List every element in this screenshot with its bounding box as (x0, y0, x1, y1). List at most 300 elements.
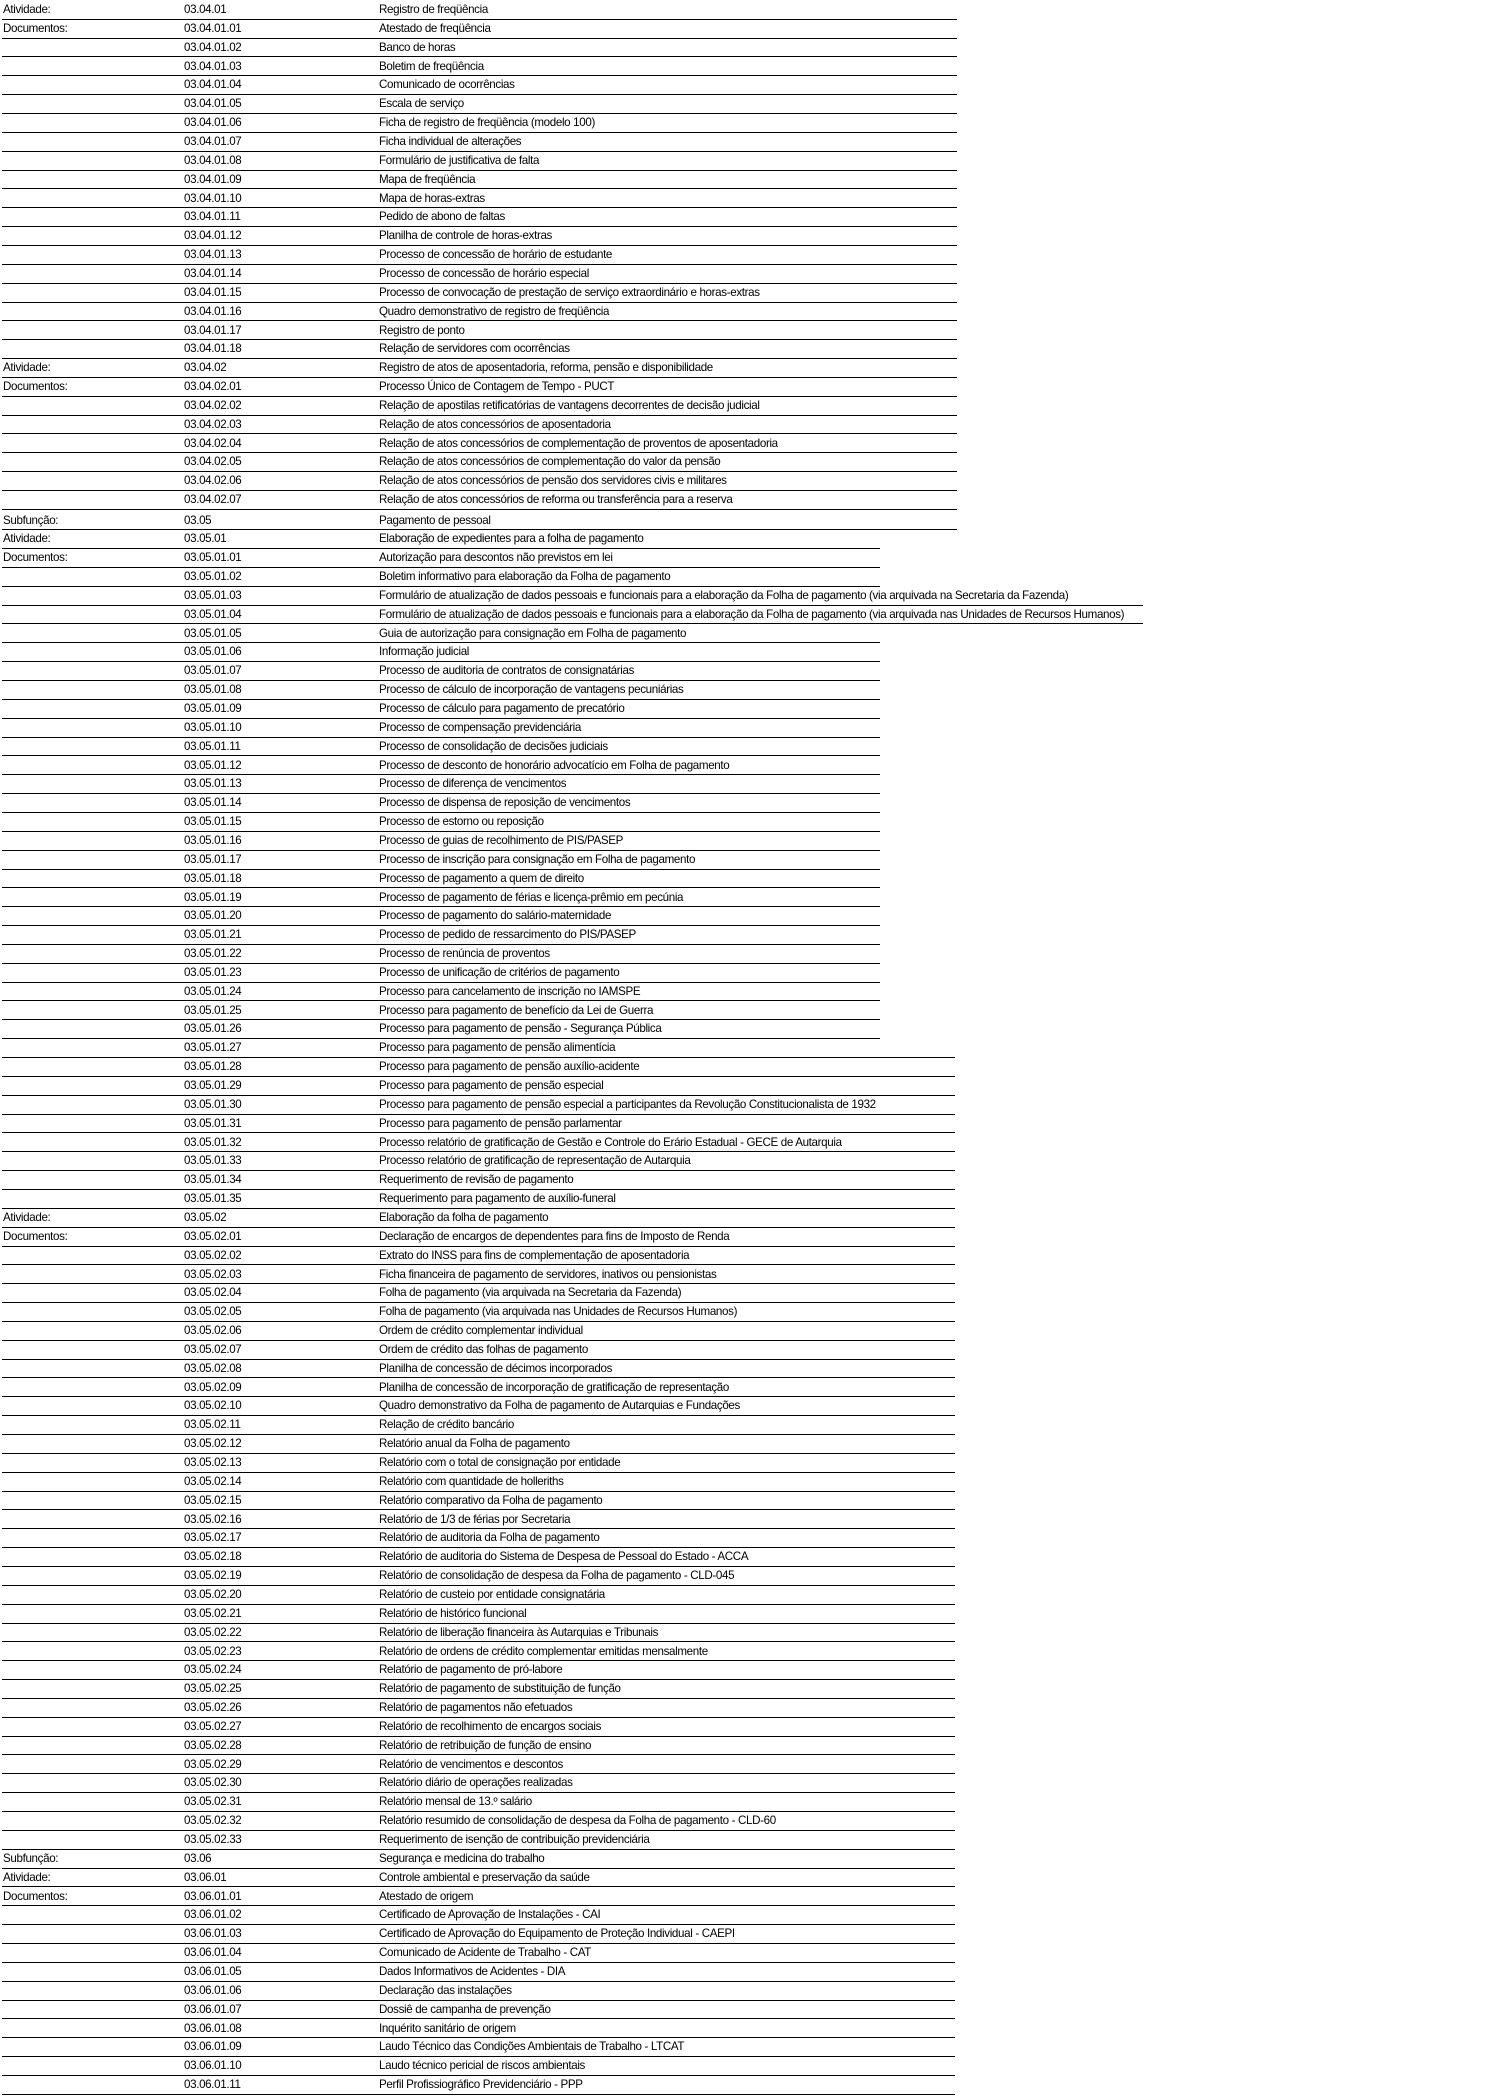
table-row (0, 1774, 1500, 1793)
table-row (0, 2076, 1500, 2095)
row-description: Relatório anual da Folha de pagamento (379, 1437, 570, 1451)
row-code: 03.04.02.04 (184, 436, 242, 450)
row-code: 03.04.01.01 (184, 21, 242, 35)
row-description: Processo para pagamento de pensão parlamentar (379, 1116, 622, 1130)
row-code: 03.05.01.10 (184, 720, 242, 734)
row-description: Processo para pagamento de pensão especial (379, 1079, 604, 1092)
row-label: Documentos: (3, 21, 68, 35)
row-code: 03.05.02.10 (184, 1399, 242, 1413)
row-code: 03.05.01.22 (184, 947, 242, 960)
row-description: Quadro demonstrativo de registro de freqüência (379, 304, 610, 318)
row-code: 03.05.01.19 (184, 890, 242, 904)
row-description: Relação de servidores com ocorrências (379, 342, 570, 356)
table-row (0, 1077, 1500, 1096)
row-description: Elaboração de expedientes para a folha de pagamento (379, 532, 644, 546)
row-description: Processo de cálculo de incorporação de vantagens pecuniárias (379, 683, 684, 697)
table-row (0, 340, 1500, 359)
table-row (0, 1605, 1500, 1624)
table-row (0, 1492, 1500, 1511)
row-code: 03.05.02.32 (184, 1814, 242, 1828)
table-row (0, 1228, 1500, 1247)
row-code: 03.05.02.17 (184, 1531, 242, 1545)
table-row (0, 227, 1500, 246)
table-row (0, 757, 1500, 776)
table-row (0, 530, 1500, 549)
table-row (0, 775, 1500, 794)
table-row (0, 246, 1500, 265)
row-description: Ordem de crédito complementar individual (379, 1324, 583, 1337)
table-row (0, 889, 1500, 908)
table-row (0, 1624, 1500, 1643)
table-row (0, 1925, 1500, 1944)
row-description: Registro de ponto (379, 323, 465, 337)
row-description: Relatório de recolhimento de encargos sociais (379, 1719, 602, 1733)
table-row (0, 1793, 1500, 1812)
table-row (0, 1831, 1500, 1850)
row-description: Processo de unificação de critérios de pagamento (379, 965, 620, 979)
table-row (0, 1303, 1500, 1322)
row-description: Requerimento para pagamento de auxílio-funeral (379, 1192, 616, 1206)
row-code: 03.05.01.05 (184, 626, 242, 640)
table-row (0, 1473, 1500, 1492)
table-row (0, 359, 1500, 378)
row-code: 03.04.01.17 (184, 323, 242, 337)
table-row (0, 832, 1500, 851)
row-description: Relatório de custeio por entidade consignatária (379, 1587, 605, 1601)
row-description: Registro de atos de aposentadoria, reforma, pensão e disponibilidade (379, 361, 713, 375)
row-code: 03.05.02.25 (184, 1682, 242, 1696)
row-code: 03.05.01.02 (184, 570, 242, 583)
row-code: 03.05.02.21 (184, 1606, 242, 1620)
row-code: 03.05.02.28 (184, 1738, 242, 1752)
table-row (0, 983, 1500, 1002)
row-code: 03.05.02.02 (184, 1248, 242, 1262)
table-row (0, 681, 1500, 700)
row-code: 03.04.01.15 (184, 285, 242, 299)
row-description: Relação de atos concessórios de aposentadoria (379, 417, 611, 431)
row-description: Processo de renúncia de proventos (379, 947, 550, 960)
table-row (0, 643, 1500, 662)
row-description: Relação de apostilas retificatórias de vantagens decorrentes de decisão judicial (379, 398, 760, 412)
row-description: Atestado de freqüência (379, 21, 491, 35)
row-code: 03.05.02.20 (184, 1587, 242, 1601)
row-description: Processo de guias de recolhimento de PIS/PASEP (379, 833, 624, 847)
row-code: 03.05.02.16 (184, 1512, 242, 1526)
table-row (0, 738, 1500, 757)
row-code: 03.06.01.06 (184, 1983, 242, 1997)
table-row (0, 1, 1500, 20)
table-row (0, 39, 1500, 58)
row-description: Informação judicial (379, 645, 470, 659)
row-description: Processo para pagamento de pensão auxílio-acidente (379, 1060, 640, 1074)
row-code: 03.06 (184, 1851, 212, 1865)
row-description: Processo de desconto de honorário advocatício em Folha de pagamento (379, 758, 730, 772)
row-code: 03.04.01.16 (184, 304, 242, 318)
table-row (0, 1454, 1500, 1473)
row-label: Subfunção: (3, 513, 59, 527)
table-row (0, 1266, 1500, 1285)
table-row (0, 1322, 1500, 1341)
row-description: Processo de concessão de horário de estudante (379, 248, 613, 262)
row-description: Laudo Técnico das Condições Ambientais de Trabalho - LTCAT (379, 2040, 685, 2054)
row-code: 03.05.02.18 (184, 1550, 242, 1564)
row-code: 03.05.01.25 (184, 1003, 242, 1017)
row-code: 03.05.02.27 (184, 1719, 242, 1733)
row-description: Guia de autorização para consignação em Folha de pagamento (379, 626, 687, 640)
table-row (0, 1115, 1500, 1134)
table-row (0, 851, 1500, 870)
row-description: Elaboração da folha de pagamento (379, 1210, 549, 1224)
row-description: Relação de atos concessórios de complementação de proventos de aposentadoria (379, 436, 778, 450)
table-row (0, 453, 1500, 472)
row-description: Relatório de retribuição de função de ensino (379, 1738, 592, 1752)
row-code: 03.05.01.04 (184, 607, 242, 621)
row-label: Documentos: (3, 1889, 68, 1903)
table-row (0, 1134, 1500, 1153)
table-row (0, 794, 1500, 813)
row-code: 03.05.01.01 (184, 551, 242, 565)
table-row (0, 1718, 1500, 1737)
row-description: Processo de dispensa de reposição de vencimentos (379, 796, 631, 810)
table-row (0, 378, 1500, 397)
table-row (0, 1435, 1500, 1454)
row-code: 03.05.02.33 (184, 1833, 242, 1846)
table-row (0, 1171, 1500, 1190)
row-code: 03.05.01.15 (184, 815, 242, 829)
table-row (0, 397, 1500, 416)
row-description: Relatório comparativo da Folha de pagamento (379, 1493, 603, 1507)
row-description: Ficha de registro de freqüência (modelo 100) (379, 116, 595, 130)
row-description: Relatório com o total de consignação por entidade (379, 1456, 621, 1469)
row-description: Relatório de pagamentos não efetuados (379, 1701, 573, 1714)
row-code: 03.06.01.08 (184, 2021, 242, 2035)
table-row (0, 1002, 1500, 1021)
table-row (0, 133, 1500, 152)
table-row (0, 1209, 1500, 1228)
table-row (0, 1699, 1500, 1718)
row-description: Ficha individual de alterações (379, 135, 522, 148)
row-description: Ordem de crédito das folhas de pagamento (379, 1342, 588, 1356)
table-row (0, 1152, 1500, 1171)
table-row (0, 1341, 1500, 1360)
row-description: Dossiê de campanha de prevenção (379, 2002, 551, 2016)
table-row (0, 587, 1500, 606)
row-code: 03.05.02.04 (184, 1286, 242, 1300)
table-row (0, 1190, 1500, 1209)
row-description: Perfil Profissiográfico Previdenciário - PPP (379, 2078, 583, 2091)
row-description: Pedido de abono de faltas (379, 210, 505, 224)
row-description: Inquérito sanitário de origem (379, 2021, 516, 2035)
row-code: 03.05.01.23 (184, 965, 242, 979)
table-row (0, 322, 1500, 341)
row-description: Formulário de justificativa de falta (379, 153, 540, 167)
row-code: 03.05.01.34 (184, 1173, 242, 1187)
row-description: Processo de pedido de ressarcimento do PIS/PASEP (379, 928, 636, 942)
row-description: Declaração das instalações (379, 1983, 512, 1997)
table-row (0, 1379, 1500, 1398)
table-row (0, 1812, 1500, 1831)
row-description: Relatório resumido de consolidação de despesa da Folha de pagamento - CLD-60 (379, 1814, 776, 1828)
row-code: 03.05.01.16 (184, 833, 242, 847)
table-row (0, 1020, 1500, 1039)
row-description: Relatório de pagamento de substituição de função (379, 1682, 621, 1696)
row-description: Dados Informativos de Acidentes - DIA (379, 1964, 566, 1978)
row-description: Pagamento de pessoal (379, 513, 491, 527)
row-label: Atividade: (3, 532, 51, 546)
table-row (0, 1511, 1500, 1530)
table-row (0, 1680, 1500, 1699)
row-code: 03.05.02.03 (184, 1267, 242, 1281)
row-description: Relatório de pagamento de pró-labore (379, 1663, 563, 1677)
row-code: 03.04.02.01 (184, 380, 242, 393)
row-description: Processo relatório de gratificação de Gestão e Controle do Erário Estadual - GECE de Autarquia (379, 1135, 842, 1149)
table-row (0, 625, 1500, 644)
row-description: Processo para pagamento de pensão alimentícia (379, 1041, 616, 1055)
table-row (0, 76, 1500, 95)
table-row (0, 416, 1500, 435)
row-code: 03.04.01.07 (184, 135, 242, 148)
row-code: 03.05.01.31 (184, 1116, 242, 1130)
row-description: Relatório de auditoria do Sistema de Despesa de Pessoal do Estado - ACCA (379, 1550, 749, 1564)
row-code: 03.05.01.07 (184, 664, 242, 678)
row-code: 03.06.01.01 (184, 1889, 242, 1903)
row-description: Atestado de origem (379, 1889, 474, 1903)
row-description: Processo de pagamento a quem de direito (379, 871, 584, 885)
table-row (0, 1529, 1500, 1548)
table-row (0, 1416, 1500, 1435)
row-description: Relatório diário de operações realizadas (379, 1776, 573, 1790)
table-row (0, 1737, 1500, 1756)
row-description: Planilha de concessão de décimos incorporados (379, 1361, 613, 1375)
row-code: 03.04.02.05 (184, 455, 242, 469)
row-description: Formulário de atualização de dados pessoais e funcionais para a elaboração da Folha de pagamento (via arquivada nas Unidades de Recursos Humanos) (379, 607, 1125, 621)
row-description: Extrato do INSS para fins de complementação de aposentadoria (379, 1248, 690, 1262)
row-code: 03.04.01.05 (184, 97, 242, 111)
row-description: Processo de diferença de vencimentos (379, 777, 567, 791)
row-description: Relação de crédito bancário (379, 1418, 514, 1432)
row-code: 03.05.02.19 (184, 1569, 242, 1583)
row-code: 03.05.02 (184, 1210, 227, 1224)
row-code: 03.04.01.08 (184, 153, 242, 167)
row-description: Processo para cancelamento de inscrição no IAMSPE (379, 984, 641, 998)
row-code: 03.06.01.05 (184, 1964, 242, 1978)
table-row (0, 1284, 1500, 1303)
row-description: Relatório de vencimentos e descontos (379, 1757, 563, 1771)
table-row (0, 58, 1500, 77)
table-row (0, 1567, 1500, 1586)
row-rule (2, 2094, 955, 2095)
row-label: Atividade: (3, 1210, 51, 1224)
row-description: Autorização para descontos não previstos em lei (379, 551, 613, 565)
row-code: 03.04.01.03 (184, 59, 242, 73)
row-code: 03.06.01.03 (184, 1927, 242, 1941)
row-code: 03.05.02.05 (184, 1305, 242, 1319)
row-code: 03.04.01.13 (184, 248, 242, 262)
row-code: 03.04.02.02 (184, 398, 242, 412)
row-description: Mapa de horas-extras (379, 191, 485, 205)
table-row (0, 190, 1500, 209)
row-rule (2, 509, 957, 510)
row-code: 03.04.01.11 (184, 210, 241, 224)
row-label: Atividade: (3, 1870, 51, 1884)
row-code: 03.04.01.02 (184, 40, 242, 54)
row-code: 03.04.02.03 (184, 417, 242, 431)
row-code: 03.04.01.06 (184, 116, 242, 130)
row-description: Controle ambiental e preservação da saúde (379, 1870, 590, 1884)
table-row (0, 1247, 1500, 1266)
table-row (0, 265, 1500, 284)
table-row (0, 2001, 1500, 2020)
row-code: 03.04.02.07 (184, 493, 242, 507)
row-description: Registro de freqüência (379, 3, 488, 16)
row-description: Requerimento de isenção de contribuição previdenciária (379, 1833, 650, 1846)
table-row (0, 1850, 1500, 1869)
table-row (0, 1756, 1500, 1775)
row-code: 03.04.01 (184, 3, 227, 16)
row-code: 03.05.01.11 (184, 739, 241, 753)
table-row (0, 1397, 1500, 1416)
row-code: 03.06.01.09 (184, 2040, 242, 2054)
row-code: 03.05.01.12 (184, 758, 242, 772)
row-code: 03.05.01.13 (184, 777, 242, 791)
row-code: 03.05.02.12 (184, 1437, 242, 1451)
table-row (0, 945, 1500, 964)
row-description: Processo para pagamento de pensão - Segurança Pública (379, 1022, 662, 1036)
row-description: Banco de horas (379, 40, 456, 54)
row-code: 03.05.02.23 (184, 1644, 242, 1658)
row-code: 03.04.02 (184, 361, 227, 375)
table-row (0, 2038, 1500, 2057)
row-description: Certificado de Aprovação de Instalações - CAI (379, 1908, 601, 1922)
table-row (0, 870, 1500, 889)
row-code: 03.05.02.29 (184, 1757, 242, 1771)
row-code: 03.04.02.06 (184, 474, 242, 488)
table-row (0, 472, 1500, 491)
row-code: 03.05.01.30 (184, 1097, 242, 1111)
row-code: 03.05.01.21 (184, 928, 242, 942)
row-code: 03.06.01.11 (184, 2078, 241, 2091)
row-description: Quadro demonstrativo da Folha de pagamento de Autarquias e Fundações (379, 1399, 740, 1413)
row-code: 03.05.02.14 (184, 1474, 242, 1488)
row-description: Relatório de 1/3 de férias por Secretaria (379, 1512, 571, 1526)
table-row (0, 95, 1500, 114)
row-label: Atividade: (3, 361, 51, 375)
row-label: Documentos: (3, 551, 68, 565)
row-code: 03.06.01.04 (184, 1946, 242, 1960)
row-code: 03.05.02.24 (184, 1663, 242, 1677)
table-row (0, 964, 1500, 983)
row-code: 03.04.01.14 (184, 266, 242, 280)
row-description: Processo de inscrição para consignação em Folha de pagamento (379, 852, 696, 866)
table-row (0, 719, 1500, 738)
table-row (0, 1586, 1500, 1605)
table-row (0, 1888, 1500, 1907)
table-row (0, 303, 1500, 322)
row-description: Processo de convocação de prestação de serviço extraordinário e horas-extras (379, 285, 760, 299)
row-description: Processo de pagamento de férias e licença-prêmio em pecúnia (379, 890, 684, 904)
row-description: Processo Único de Contagem de Tempo - PUCT (379, 380, 615, 393)
row-code: 03.05.01.29 (184, 1079, 242, 1092)
row-description: Segurança e medicina do trabalho (379, 1851, 545, 1865)
table-row (0, 284, 1500, 303)
table-row (0, 1944, 1500, 1963)
row-description: Comunicado de ocorrências (379, 78, 515, 92)
row-description: Relatório com quantidade de holleriths (379, 1474, 564, 1488)
row-code: 03.05.01.28 (184, 1060, 242, 1074)
table-row (0, 114, 1500, 133)
table-row (0, 491, 1500, 510)
table-row (0, 907, 1500, 926)
table-row (0, 1096, 1500, 1115)
row-code: 03.05.01.20 (184, 909, 242, 923)
row-code: 03.05.01 (184, 532, 227, 546)
row-code: 03.05.02.06 (184, 1324, 242, 1337)
table-row (0, 1906, 1500, 1925)
row-code: 03.04.01.12 (184, 229, 242, 243)
row-description: Processo para pagamento de benefício da Lei de Guerra (379, 1003, 654, 1017)
row-description: Formulário de atualização de dados pessoais e funcionais para a elaboração da Folha de pagamento (via arquivada na Secretaria da Fazenda) (379, 588, 1069, 602)
table-row (0, 435, 1500, 454)
table-row (0, 1058, 1500, 1077)
table-row (0, 1039, 1500, 1058)
row-description: Escala de serviço (379, 97, 464, 111)
row-label: Documentos: (3, 1229, 68, 1243)
row-description: Planilha de concessão de incorporação de gratificação de representação (379, 1380, 729, 1394)
row-code: 03.05.01.06 (184, 645, 242, 659)
table-row (0, 1982, 1500, 2001)
row-description: Declaração de encargos de dependentes para fins de Imposto de Renda (379, 1229, 730, 1243)
row-code: 03.05.02.22 (184, 1625, 242, 1639)
row-description: Relação de atos concessórios de pensão dos servidores civis e militares (379, 474, 727, 488)
table-row (0, 2020, 1500, 2039)
row-code: 03.05.02.15 (184, 1493, 242, 1507)
row-code: 03.05.01.09 (184, 702, 242, 715)
table-row (0, 568, 1500, 587)
row-code: 03.05.01.14 (184, 796, 242, 810)
row-description: Processo de compensação previdenciária (379, 720, 581, 734)
row-description: Processo de consolidação de decisões judiciais (379, 739, 608, 753)
row-description: Relatório mensal de 13.º salário (379, 1795, 532, 1809)
row-description: Processo de estorno ou reposição (379, 815, 544, 829)
row-description: Relatório de liberação financeira às Autarquias e Tribunais (379, 1625, 659, 1639)
row-label: Documentos: (3, 380, 68, 393)
row-description: Folha de pagamento (via arquivada na Secretaria da Fazenda) (379, 1286, 682, 1300)
row-code: 03.05.02.30 (184, 1776, 242, 1790)
row-description: Processo de concessão de horário especial (379, 266, 589, 280)
row-description: Folha de pagamento (via arquivada nas Unidades de Recursos Humanos) (379, 1305, 738, 1319)
row-description: Boletim informativo para elaboração da Folha de pagamento (379, 570, 671, 583)
table-row (0, 171, 1500, 190)
row-code: 03.05.02.01 (184, 1229, 242, 1243)
row-description: Relatório de auditoria da Folha de pagamento (379, 1531, 600, 1545)
row-code: 03.04.01.04 (184, 78, 242, 92)
row-code: 03.05.01.03 (184, 588, 242, 602)
row-description: Comunicado de Acidente de Trabalho - CAT (379, 1946, 591, 1960)
table-row (0, 1963, 1500, 1982)
table-row (0, 813, 1500, 832)
table-row (0, 606, 1500, 625)
row-description: Relatório de histórico funcional (379, 1606, 527, 1620)
row-description: Processo para pagamento de pensão especial a participantes da Revolução Constitucionalista de 1932 (379, 1097, 876, 1111)
row-code: 03.04.01.10 (184, 191, 242, 205)
row-code: 03.06.01.07 (184, 2002, 242, 2016)
row-code: 03.05.02.07 (184, 1342, 242, 1356)
row-description: Processo de cálculo para pagamento de precatório (379, 702, 625, 715)
row-code: 03.05.02.09 (184, 1380, 242, 1394)
table-row (0, 700, 1500, 719)
table-row (0, 512, 1500, 531)
row-code: 03.05.02.13 (184, 1456, 242, 1469)
